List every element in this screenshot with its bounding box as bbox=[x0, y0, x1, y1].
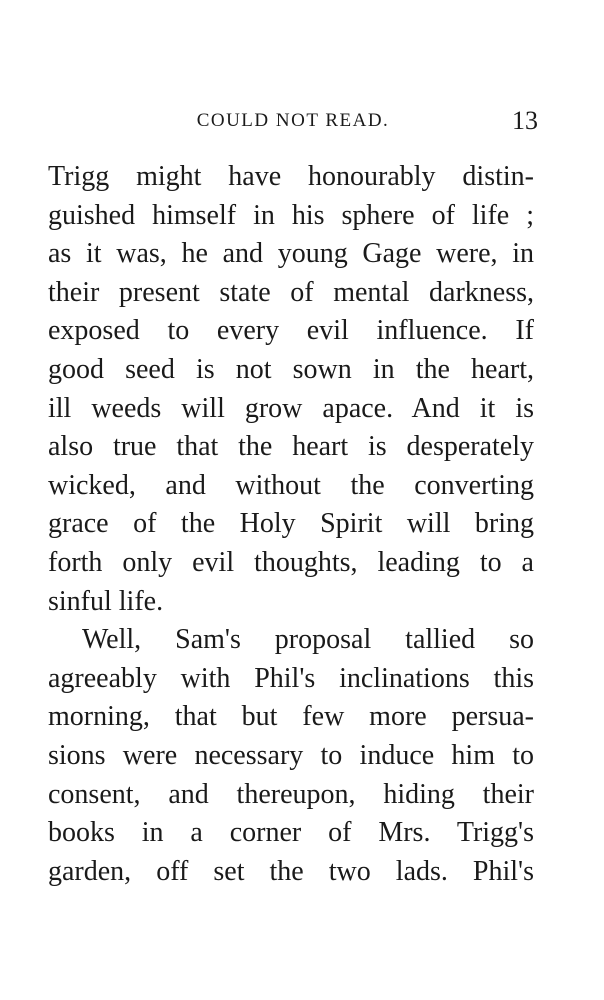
running-title: COULD NOT READ. bbox=[196, 110, 390, 131]
running-head bbox=[48, 108, 538, 138]
text-line: forth only evil thoughts, leading to a bbox=[48, 546, 534, 578]
body-text bbox=[48, 158, 534, 891]
text-line: books in a corner of Mrs. Trigg's bbox=[48, 817, 534, 849]
text-line: ill weeds will grow apace. And it is bbox=[48, 392, 534, 424]
text-line: also true that the heart is desperately bbox=[48, 431, 534, 463]
text-line: good seed is not sown in the heart, bbox=[48, 353, 534, 385]
paragraph-1 bbox=[48, 158, 534, 621]
text-line: consent, and thereupon, hiding their bbox=[48, 778, 534, 810]
text-line: morning, that but few more persua- bbox=[48, 701, 534, 733]
text-line: Trigg might have honourably distin- bbox=[48, 161, 534, 192]
text-line: guished himself in his sphere of life ; bbox=[48, 199, 534, 231]
text-line: sions were necessary to induce him to bbox=[48, 739, 534, 771]
text-line: wicked, and without the converting bbox=[48, 469, 534, 501]
text-line: as it was, he and young Gage were, in bbox=[48, 238, 534, 270]
text-line: sinful life. bbox=[48, 585, 164, 617]
text-line: exposed to every evil influence. If bbox=[48, 315, 534, 347]
text-line: Well, Sam's proposal tallied so bbox=[82, 624, 534, 656]
text-line: their present state of mental darkness, bbox=[48, 276, 534, 308]
text-line: agreeably with Phil's inclinations this bbox=[48, 662, 534, 694]
page-number: 13 bbox=[512, 106, 538, 135]
text-line: grace of the Holy Spirit will bring bbox=[48, 508, 534, 540]
text-line: garden, off set the two lads. Phil's bbox=[48, 855, 534, 887]
paragraph-2 bbox=[48, 621, 534, 891]
